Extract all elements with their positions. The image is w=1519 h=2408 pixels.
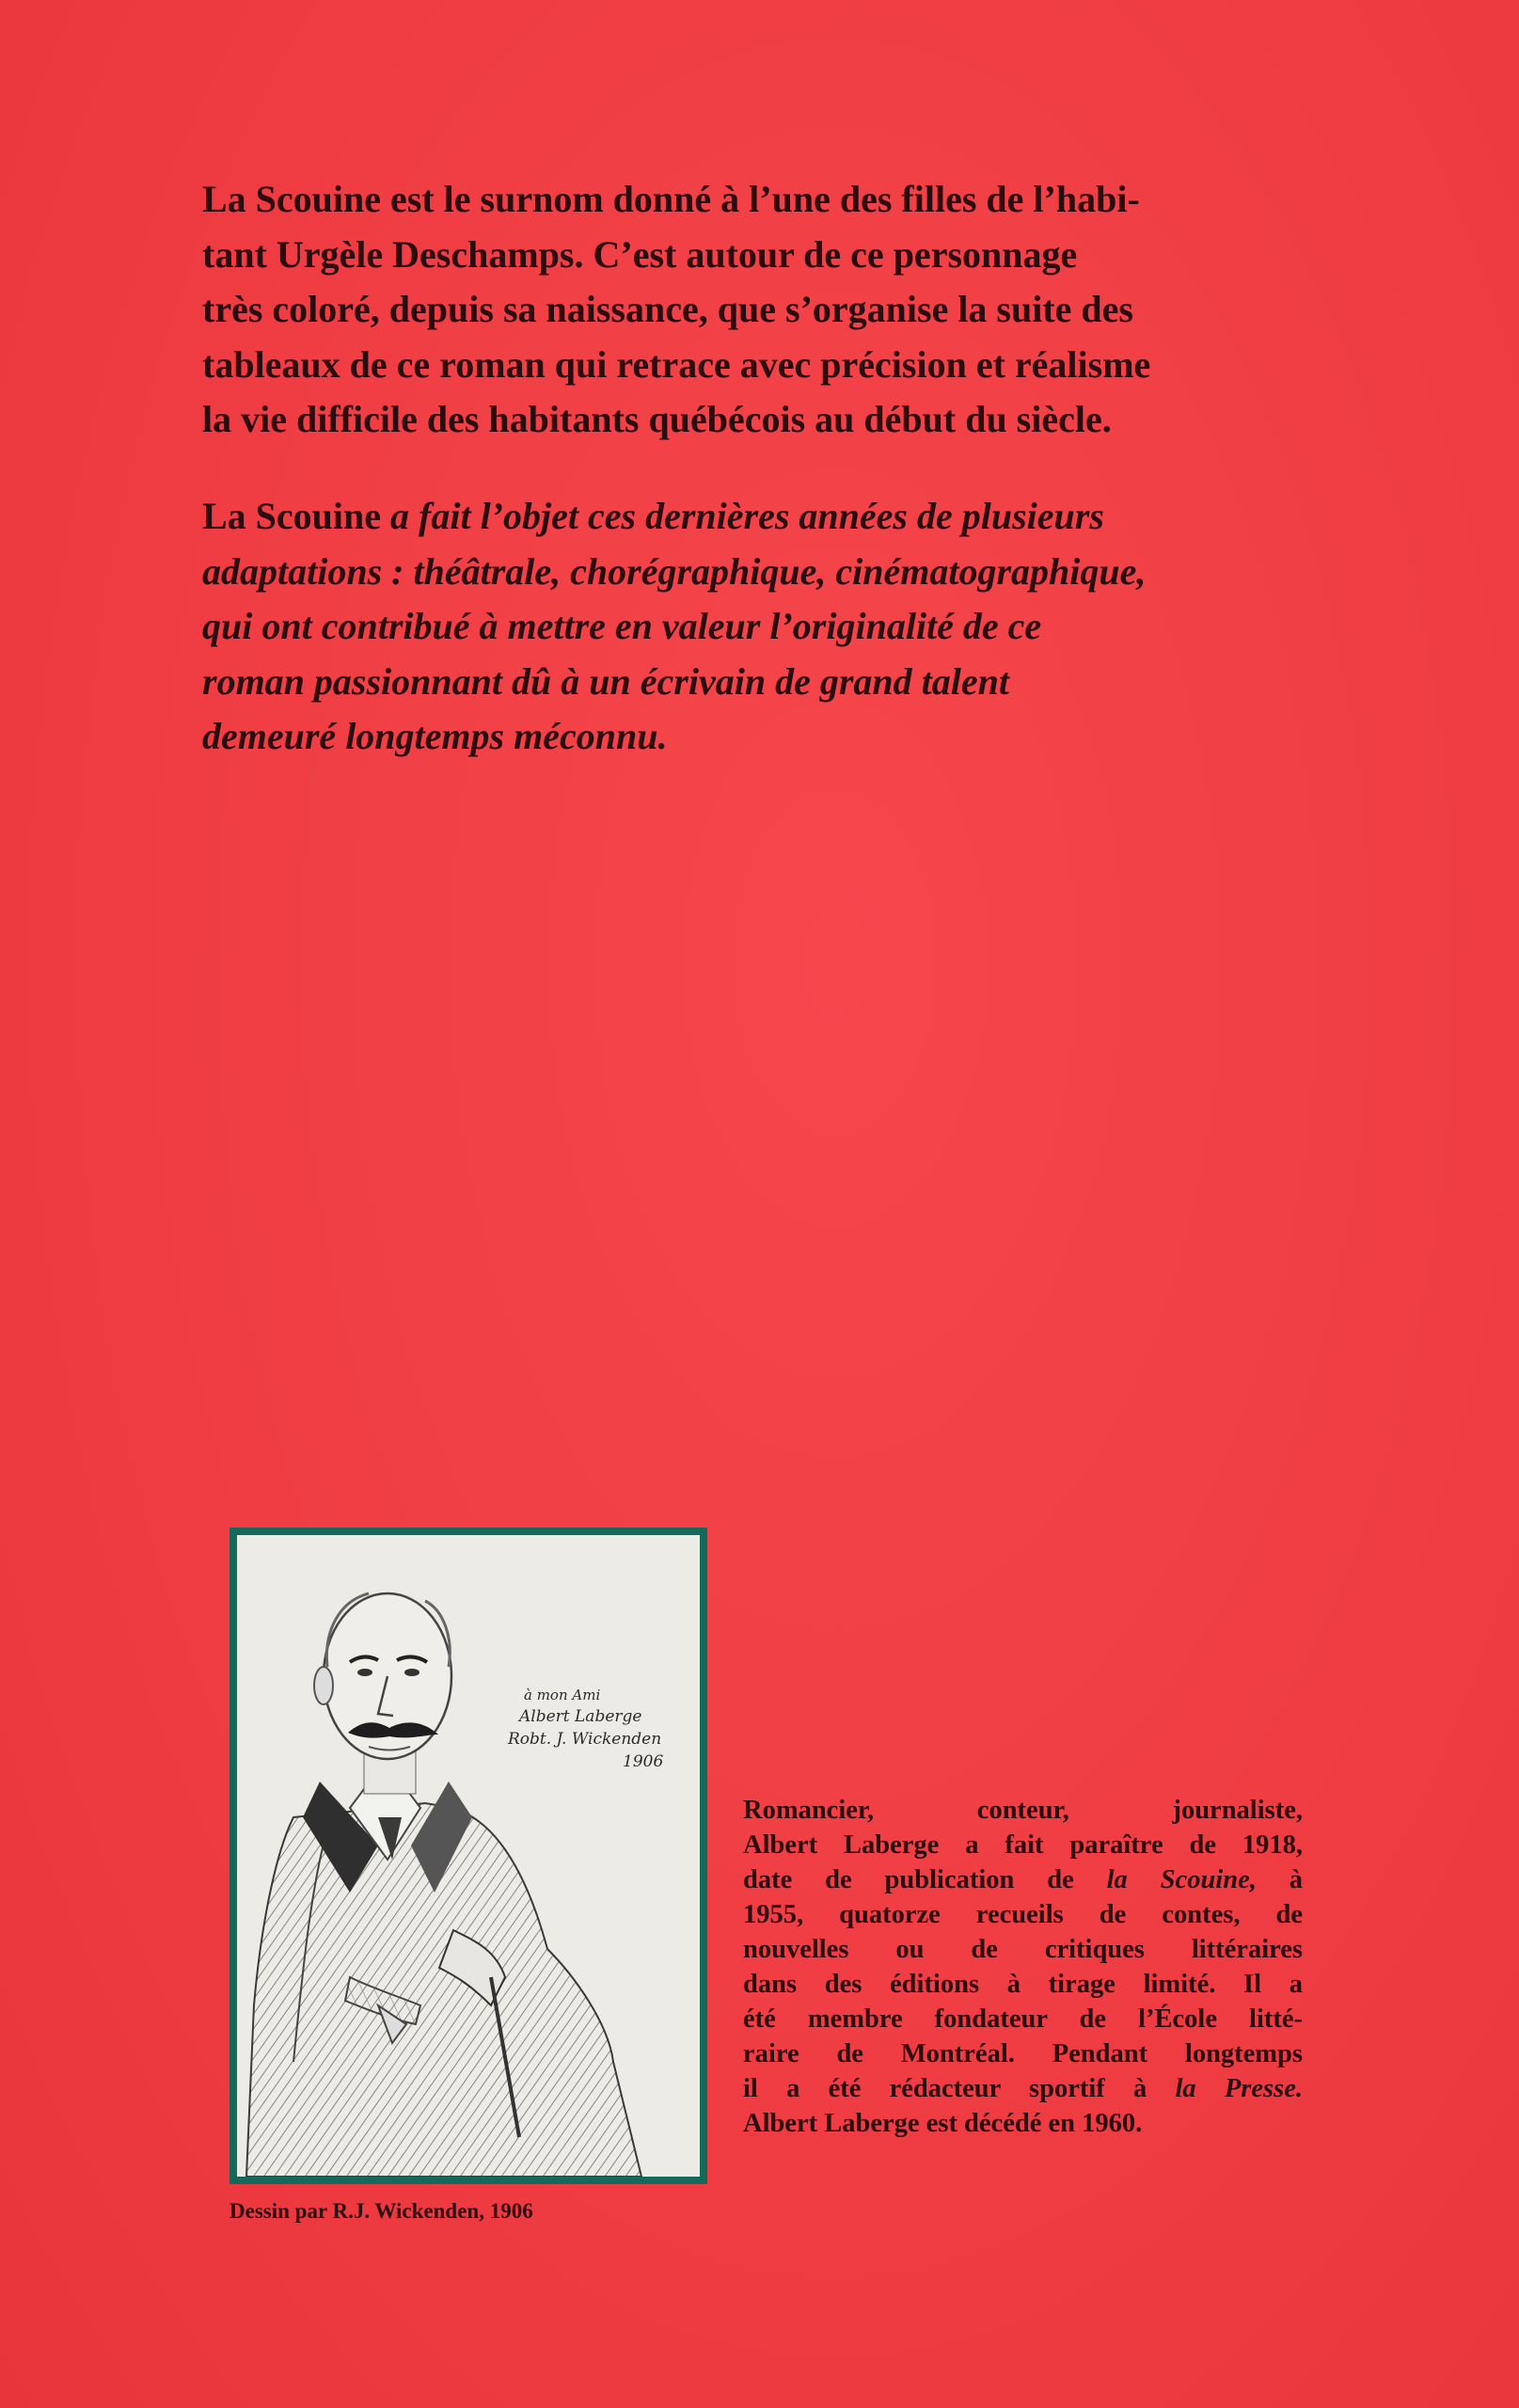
synopsis-line: La Scouine est le surnom donné à l’une des filles de l’habi- [202,178,1140,220]
portrait-sketch-icon [237,1535,700,2177]
adaptations-line: demeuré longtemps méconnu. [202,715,668,757]
adaptations-line: adaptations : théâtrale, chorégraphique, cinématographique, [202,549,1147,593]
portrait-dedication-name: Albert Laberge [519,1707,642,1726]
portrait-caption: Dessin par R.J. Wickenden, 1906 [229,2199,533,2223]
bio-line: Romancier, conteur, journaliste, [743,1796,1303,1825]
portrait-frame [229,1528,707,2184]
bio-line: raire de Montréal. Pendant longtemps [743,2039,1303,2068]
bio-line: dans des éditions à tirage limité. Il a [743,1970,1303,1999]
author-biography [743,1793,1303,2141]
synopsis-line: la vie difficile des habitants québécois au début du siècle. [202,398,1112,440]
bio-text: il a été rédacteur sportif à [743,2074,1176,2103]
bio-line: 1955, quatorze recueils de contes, de [743,1900,1303,1929]
bio-line: été membre fondateur de l’École litté- [743,2004,1303,2034]
bio-line [743,2071,1303,2106]
synopsis-line: tableaux de ce roman qui retrace avec précision et réalisme [202,342,1151,386]
bio-line: Albert Laberge a fait paraître de 1918, [743,1830,1303,1860]
bio-text: à [1256,1865,1304,1894]
bio-book-title: la Scouine, [1106,1865,1257,1894]
synopsis-line: très coloré, depuis sa naissance, que s’organise la suite des [202,288,1133,330]
bio-line: nouvelles ou de critiques littéraires [743,1935,1303,1964]
bio-line: Albert Laberge est décédé en 1960. [743,2109,1143,2138]
bio-text: date de publication de [743,1865,1107,1894]
adaptations-line: roman passionnant dû à un écrivain de grand talent [202,659,1009,703]
adaptations-line: a fait l’objet ces dernières années de plusieurs [390,495,1104,537]
synopsis-paragraph [202,172,1312,448]
portrait-dedication: à mon Ami [524,1687,601,1703]
bio-newspaper-title: la Presse. [1175,2074,1303,2103]
adaptations-line: qui ont contribué à mettre en valeur l’originalité de ce [202,605,1042,647]
portrait-date: 1906 [623,1752,664,1771]
book-title-inline: La Scouine [202,495,382,537]
portrait-drawing [237,1535,700,2177]
adaptations-paragraph [202,489,1312,765]
bio-line [743,1862,1303,1897]
synopsis-line: tant Urgèle Deschamps. C’est autour de ce personnage [202,232,1078,276]
portrait-signature: Robt. J. Wickenden [508,1730,662,1749]
